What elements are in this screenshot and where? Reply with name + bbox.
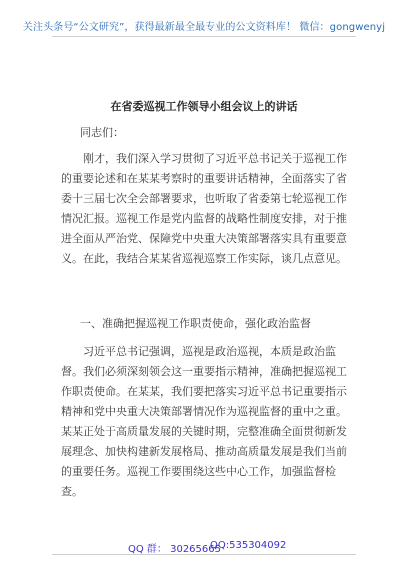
header-divider: [52, 36, 356, 37]
footer-divider: [52, 554, 356, 555]
section-paragraph: 习近平总书记强调，巡视是政治巡视，本质是政治监督。我们必须深刻领会这一重要指示精神，准确把握巡视工作职责使命。在某某，我们要把落实习近平总书记重要指示精神和党中央重大决策部署情况作为巡视监督的重中之重。某某正处于高质量发展的关键时期，完整准确全面贯彻新发展理念、加快构建新发展格局、推动高质量发展是我们当前的重要任务。巡视工作要围绕这些中心工作，加强监督检查。: [61, 345, 347, 498]
body-paragraph: 刚才，我们深入学习贯彻了习近平总书记关于巡视工作的重要论述和在某某考察时的重要讲话精神，全面落实了省委十三届七次全会部署要求，也听取了省委第七轮巡视工作情况汇报。巡视工作是党内监督的战略性制度安排，对于推进全面从严治党、保障党中央重大决策部署落实具有重要意义。在此，我结合某某省巡视巡察工作实际，谈几点意见。: [61, 152, 347, 265]
footer-qq-group: QQ 群： 30265665: [128, 544, 221, 555]
header-promo-note: 关注头条号“公文研究”，获得最新最全最专业的公文资料库！ 微信：gongwenyj: [22, 22, 386, 33]
salutation: 同志们：: [80, 126, 124, 139]
footer-qq-number: QQ:535304092: [210, 540, 287, 551]
document-title: 在省委巡视工作领导小组会议上的讲话: [110, 100, 298, 113]
section-heading: 一、准确把握巡视工作职责使命，强化政治监督: [80, 317, 311, 330]
